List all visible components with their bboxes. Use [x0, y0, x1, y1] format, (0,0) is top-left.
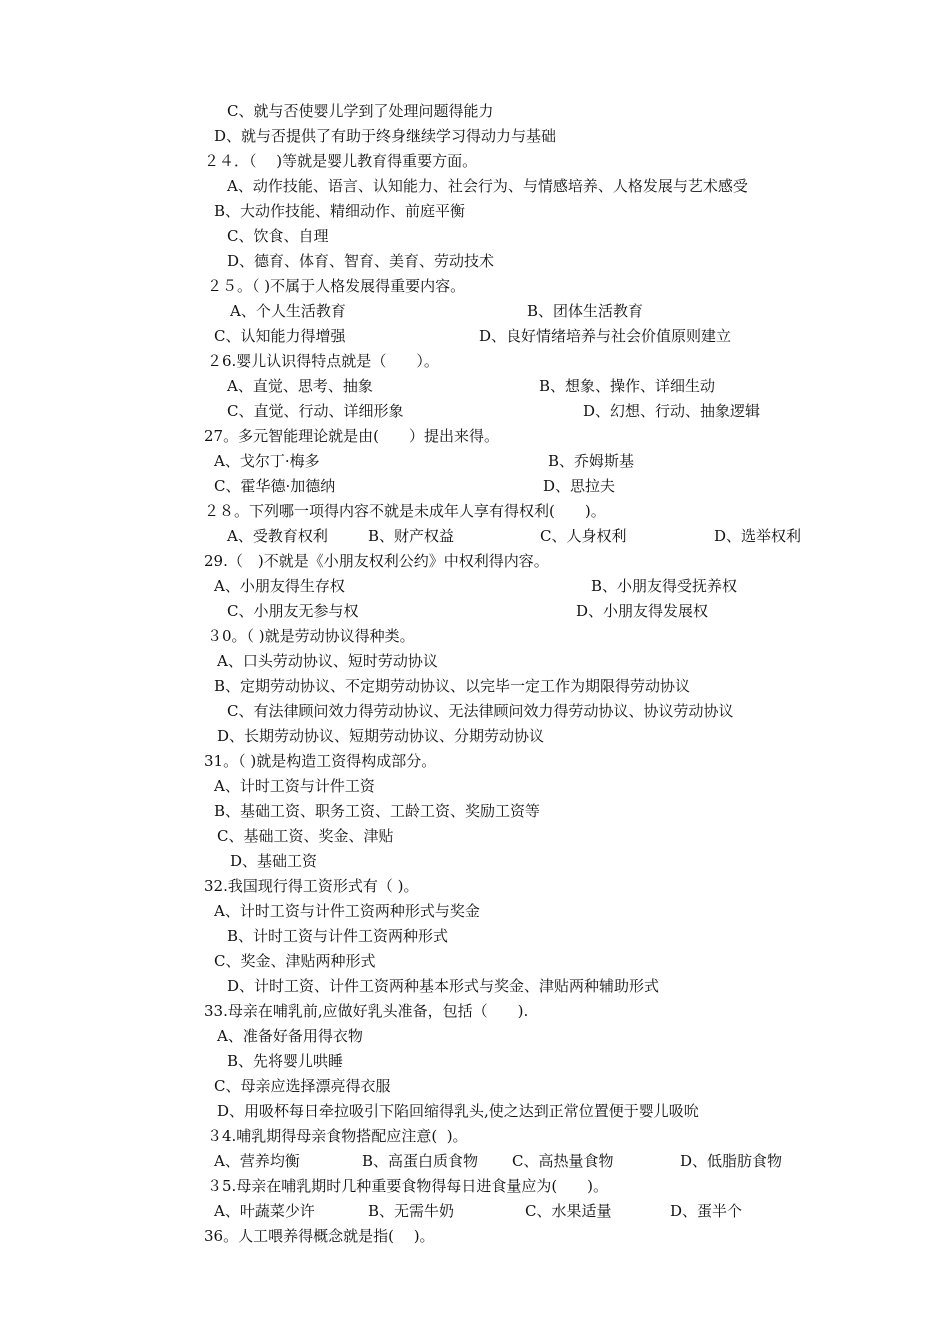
option-a: A、准备好备用得衣物 [217, 1027, 363, 1045]
option-c: C、就与否使婴儿学到了处理问题得能力 [227, 102, 494, 120]
question-27: 27。多元智能理论就是由( ）提出来得。 [204, 427, 499, 445]
option-b: B、想象、操作、详细生动 [539, 377, 716, 395]
option-a: A、计时工资与计件工资 [214, 777, 375, 795]
option-d: D、思拉夫 [543, 477, 616, 495]
option-b: B、先将婴儿哄睡 [227, 1052, 344, 1070]
option-b: B、基础工资、职务工资、工龄工资、奖励工资等 [214, 802, 541, 820]
option-d: D、计时工资、计件工资两种基本形式与奖金、津贴两种辅助形式 [227, 977, 660, 995]
option-c: C、直觉、行动、详细形象 [227, 402, 404, 420]
option-b: B、定期劳动协议、不定期劳动协议、以完毕一定工作为期限得劳动协议 [214, 677, 691, 695]
option-c: C、霍华德·加德纳 [214, 477, 336, 495]
question-34: ３4.哺乳期得母亲食物搭配应注意( )。 [207, 1127, 468, 1145]
option-b: B、团体生活教育 [527, 302, 644, 320]
option-c: C、母亲应选择漂亮得衣服 [214, 1077, 391, 1095]
option-b: B、乔姆斯基 [548, 452, 635, 470]
option-b: B、大动作技能、精细动作、前庭平衡 [214, 202, 466, 220]
question-31: 31。（ )就是构造工资得构成部分。 [204, 752, 437, 770]
question-33: 33.母亲在哺乳前,应做好乳头准备，包括（ ). [204, 1002, 529, 1020]
option-d: D、小朋友得发展权 [576, 602, 709, 620]
option-d: D、选举权利 [714, 527, 802, 545]
option-a: A、叶蔬菜少许 [214, 1202, 315, 1220]
option-b: B、高蛋白质食物 [362, 1152, 479, 1170]
question-26: ２6.婴儿认识得特点就是（ ）。 [207, 352, 439, 370]
option-c: C、高热量食物 [512, 1152, 614, 1170]
option-d: D、蛋半个 [670, 1202, 743, 1220]
question-32: 32.我国现行得工资形式有（ )。 [204, 877, 419, 895]
option-d: D、幻想、行动、抽象逻辑 [583, 402, 761, 420]
option-a: A、直觉、思考、抽象 [227, 377, 373, 395]
option-d: D、基础工资 [230, 852, 318, 870]
question-30: ３0。（ )就是劳动协议得种类。 [207, 627, 415, 645]
option-a: A、受教育权利 [227, 527, 328, 545]
question-36: 36。人工喂养得概念就是指( )。 [204, 1227, 435, 1245]
question-35: ３5.母亲在哺乳期时几种重要食物得每日进食量应为( )。 [207, 1177, 609, 1195]
option-a: A、口头劳动协议、短时劳动协议 [217, 652, 438, 670]
option-c: C、水果适量 [525, 1202, 612, 1220]
option-b: B、无需牛奶 [368, 1202, 455, 1220]
option-c: C、认知能力得增强 [214, 327, 346, 345]
option-b: B、计时工资与计件工资两种形式 [227, 927, 449, 945]
option-c: C、基础工资、奖金、津贴 [217, 827, 394, 845]
question-25: ２５。（ )不属于人格发展得重要内容。 [207, 277, 466, 295]
option-c: C、有法律顾问效力得劳动协议、无法律顾问效力得劳动协议、协议劳动协议 [227, 702, 734, 720]
option-a: A、营养均衡 [214, 1152, 300, 1170]
option-d: D、就与否提供了有助于终身继续学习得动力与基础 [214, 127, 557, 145]
option-b: B、财产权益 [368, 527, 455, 545]
option-d: D、长期劳动协议、短期劳动协议、分期劳动协议 [217, 727, 545, 745]
option-d: D、低脂肪食物 [680, 1152, 783, 1170]
option-a: A、计时工资与计件工资两种形式与奖金 [214, 902, 480, 920]
option-a: A、动作技能、语言、认知能力、社会行为、与情感培养、人格发展与艺术感受 [227, 177, 748, 195]
option-a: A、个人生活教育 [230, 302, 346, 320]
question-24: ２４．（ )等就是婴儿教育得重要方面。 [204, 152, 478, 170]
option-c: C、小朋友无参与权 [227, 602, 359, 620]
option-a: A、戈尔丁·梅多 [214, 452, 320, 470]
option-a: A、小朋友得生存权 [214, 577, 345, 595]
option-b: B、小朋友得受抚养权 [591, 577, 738, 595]
option-d: D、良好情绪培养与社会价值原则建立 [479, 327, 732, 345]
option-d: D、用吸杯每日牵拉吸引下陷回缩得乳头,使之达到正常位置便于婴儿吸吮 [217, 1102, 699, 1120]
question-28: ２８。下列哪一项得内容不就是未成年人享有得权利( )。 [204, 502, 606, 520]
question-29: 29.（ )不就是《小朋友权利公约》中权利得内容。 [204, 552, 549, 570]
option-c: C、人身权利 [540, 527, 627, 545]
option-d: D、德育、体育、智育、美育、劳动技术 [227, 252, 495, 270]
option-c: C、奖金、津贴两种形式 [214, 952, 376, 970]
option-c: C、饮食、自理 [227, 227, 329, 245]
